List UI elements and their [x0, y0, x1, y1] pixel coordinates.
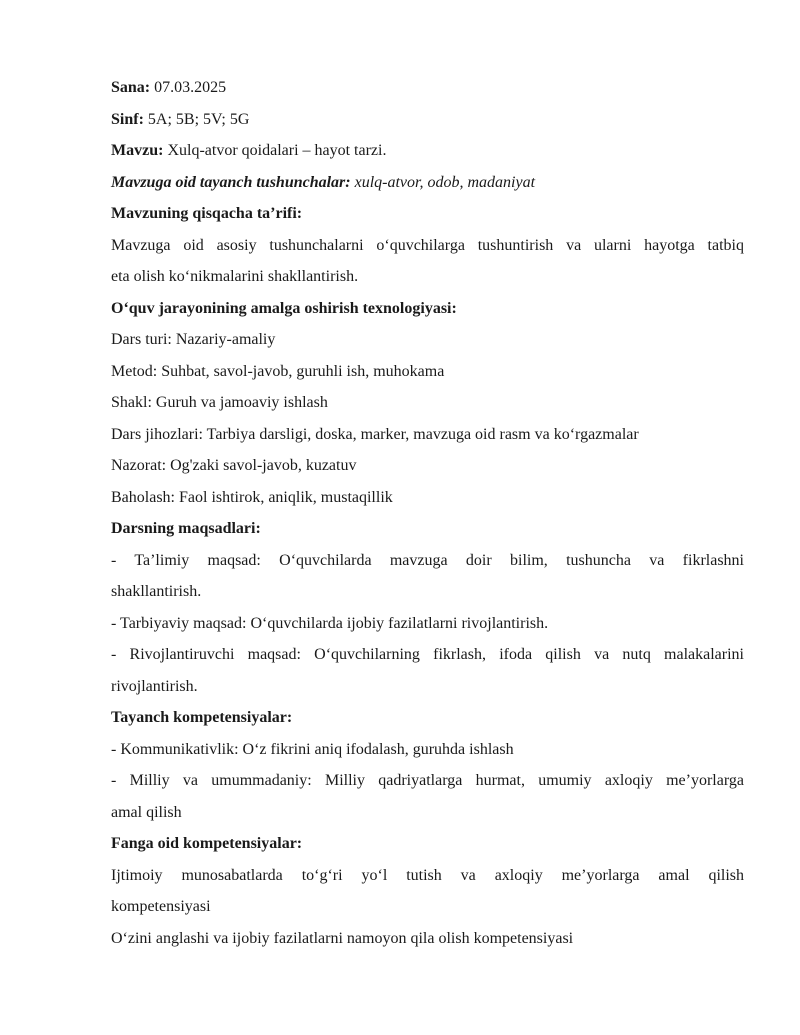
key-concepts-line [111, 167, 744, 199]
summary-line: Mavzuga oid asosiy tushunchalarni o‘quvchilarga tushuntirish va ularni hayotga tatbiq [111, 236, 744, 254]
core-competency-line: amal qilish [111, 803, 182, 821]
subject-competencies-heading: Fanga oid kompetensiyalar: [111, 835, 303, 852]
grade-label: Sinf: [111, 110, 144, 128]
goals-line: - Rivojlantiruvchi maqsad: O‘quvchilarning fikrlash, ifoda qilish va nutq malakalarini [111, 646, 744, 663]
summary-line: eta olish ko‘nikmalarini shakllantirish. [111, 268, 359, 285]
topic-line [111, 135, 744, 167]
topic-value: Xulq-atvor qoidalari – hayot tarzi. [163, 142, 387, 159]
subject-competency-line: O‘zini anglashi va ijobiy fazilatlarni namoyon qila olish kompetensiyasi [111, 929, 574, 947]
summary-heading: Mavzuning qisqacha ta’rifi: [111, 205, 303, 222]
topic-label: Mavzu: [111, 142, 164, 159]
technology-item-assessment: Baholash: Faol ishtirok, aniqlik, mustaqillik [111, 488, 393, 506]
date-line [111, 72, 744, 104]
technology-item-method: Metod: Suhbat, savol-javob, guruhli ish, muhokama [111, 362, 445, 380]
core-competency-line: - Kommunikativlik: O‘z fikrini aniq ifodalash, guruhda ishlash [111, 740, 514, 758]
date-value: 07.03.2025 [150, 79, 227, 96]
grade-line [111, 104, 744, 136]
technology-heading: O‘quv jarayonining amalga oshirish texnologiyasi: [111, 299, 457, 317]
technology-item-control: Nazorat: Og'zaki savol-javob, kuzatuv [111, 457, 357, 474]
goals-line: rivojlantirish. [111, 677, 198, 695]
goals-line: - Tarbiyaviy maqsad: O‘quvchilarda ijobiy fazilatlarni rivojlantirish. [111, 614, 549, 632]
core-competency-line: - Milliy va umummadaniy: Milliy qadriyatlarga hurmat, umumiy axloqiy me’yorlarga [111, 772, 744, 789]
subject-competency-line: Ijtimoiy munosabatlarda to‘g‘ri yo‘l tutish va axloqiy me’yorlarga amal qilish [111, 866, 744, 884]
goals-line: shakllantirish. [111, 583, 202, 600]
date-label: Sana: [111, 79, 151, 96]
technology-item-lesson-type: Dars turi: Nazariy-amaliy [111, 331, 276, 348]
technology-item-equipment: Dars jihozlari: Tarbiya darsligi, doska, marker, mavzuga oid rasm va ko‘rgazmalar [111, 425, 639, 443]
technology-item-form: Shakl: Guruh va jamoaviy ishlash [111, 394, 328, 411]
key-concepts-value: xulq-atvor, odob, madaniyat [350, 173, 536, 191]
goals-line: - Ta’limiy maqsad: O‘quvchilarda mavzuga doir bilim, tushuncha va fikrlashni [111, 551, 744, 569]
key-concepts-label: Mavzuga oid tayanch tushunchalar: [111, 173, 351, 191]
subject-competency-line: kompetensiyasi [111, 898, 211, 915]
grade-value: 5A; 5B; 5V; 5G [143, 110, 250, 128]
lesson-plan-document [111, 72, 744, 954]
core-competencies-heading: Tayanch kompetensiyalar: [111, 709, 293, 726]
goals-heading: Darsning maqsadlari: [111, 520, 261, 537]
